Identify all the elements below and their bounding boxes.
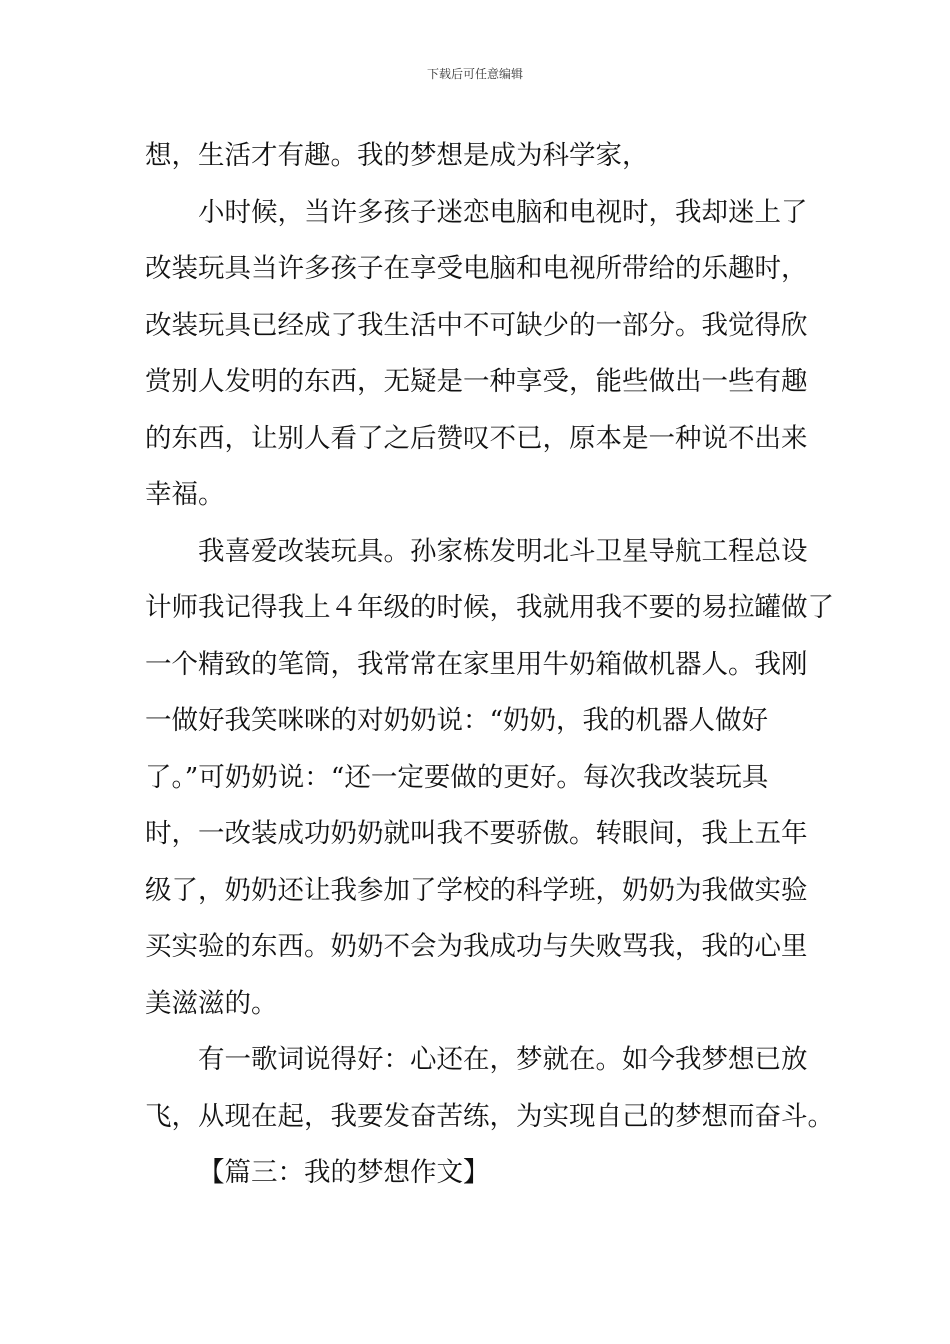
text-line: 幸福。 [145, 479, 225, 510]
text-line: 改装玩具已经成了我生活中不可缺少的一部分。我觉得欣 [145, 309, 808, 341]
text-line: 级了，奶奶还让我参加了学校的科学班，奶奶为我做实验 [145, 874, 808, 906]
text-line: 计师我记得我上４年级的时候，我就用我不要的易拉罐做了 [145, 592, 834, 623]
text-line: 小时候，当许多孩子迷恋电脑和电视时，我却迷上了 [198, 196, 808, 228]
text-line: 的东西，让别人看了之后赞叹不已，原本是一种说不出来 [145, 422, 808, 454]
text-line: 了。”可奶奶说：“还一定要做的更好。每次我改装玩具 [145, 761, 769, 793]
page-header: 下载后可任意编辑 [426, 67, 523, 81]
text-line: 赏别人发明的东西，无疑是一种享受，能些做出一些有趣 [145, 366, 808, 397]
text-line: 美滋滋的。 [145, 987, 278, 1019]
text-line: 一做好我笑咪咪的对奶奶说：“奶奶，我的机器人做好 [145, 705, 769, 736]
text-line: 时，一改装成功奶奶就叫我不要骄傲。转眼间，我上五年 [145, 818, 808, 849]
text-line: 想，生活才有趣。我的梦想是成为科学家， [145, 140, 649, 171]
text-line: 我喜爱改装玩具。孙家栋发明北斗卫星导航工程总设 [198, 535, 808, 567]
document-body [145, 128, 834, 1202]
text-line: 飞，从现在起，我要发奋苦练，为实现自己的梦想而奋斗。 [145, 1100, 834, 1132]
text-line: 买实验的东西。奶奶不会为我成功与失败骂我，我的心里 [145, 931, 808, 962]
text-line: 改装玩具当许多孩子在享受电脑和电视所带给的乐趣时， [145, 253, 808, 284]
text-line: 一个精致的笔筒，我常常在家里用牛奶箱做机器人。我刚 [145, 648, 808, 680]
section-heading: 【篇三：我的梦想作文】 [198, 1157, 490, 1188]
text-line: 有一歌词说得好：心还在，梦就在。如今我梦想已放 [198, 1044, 808, 1075]
